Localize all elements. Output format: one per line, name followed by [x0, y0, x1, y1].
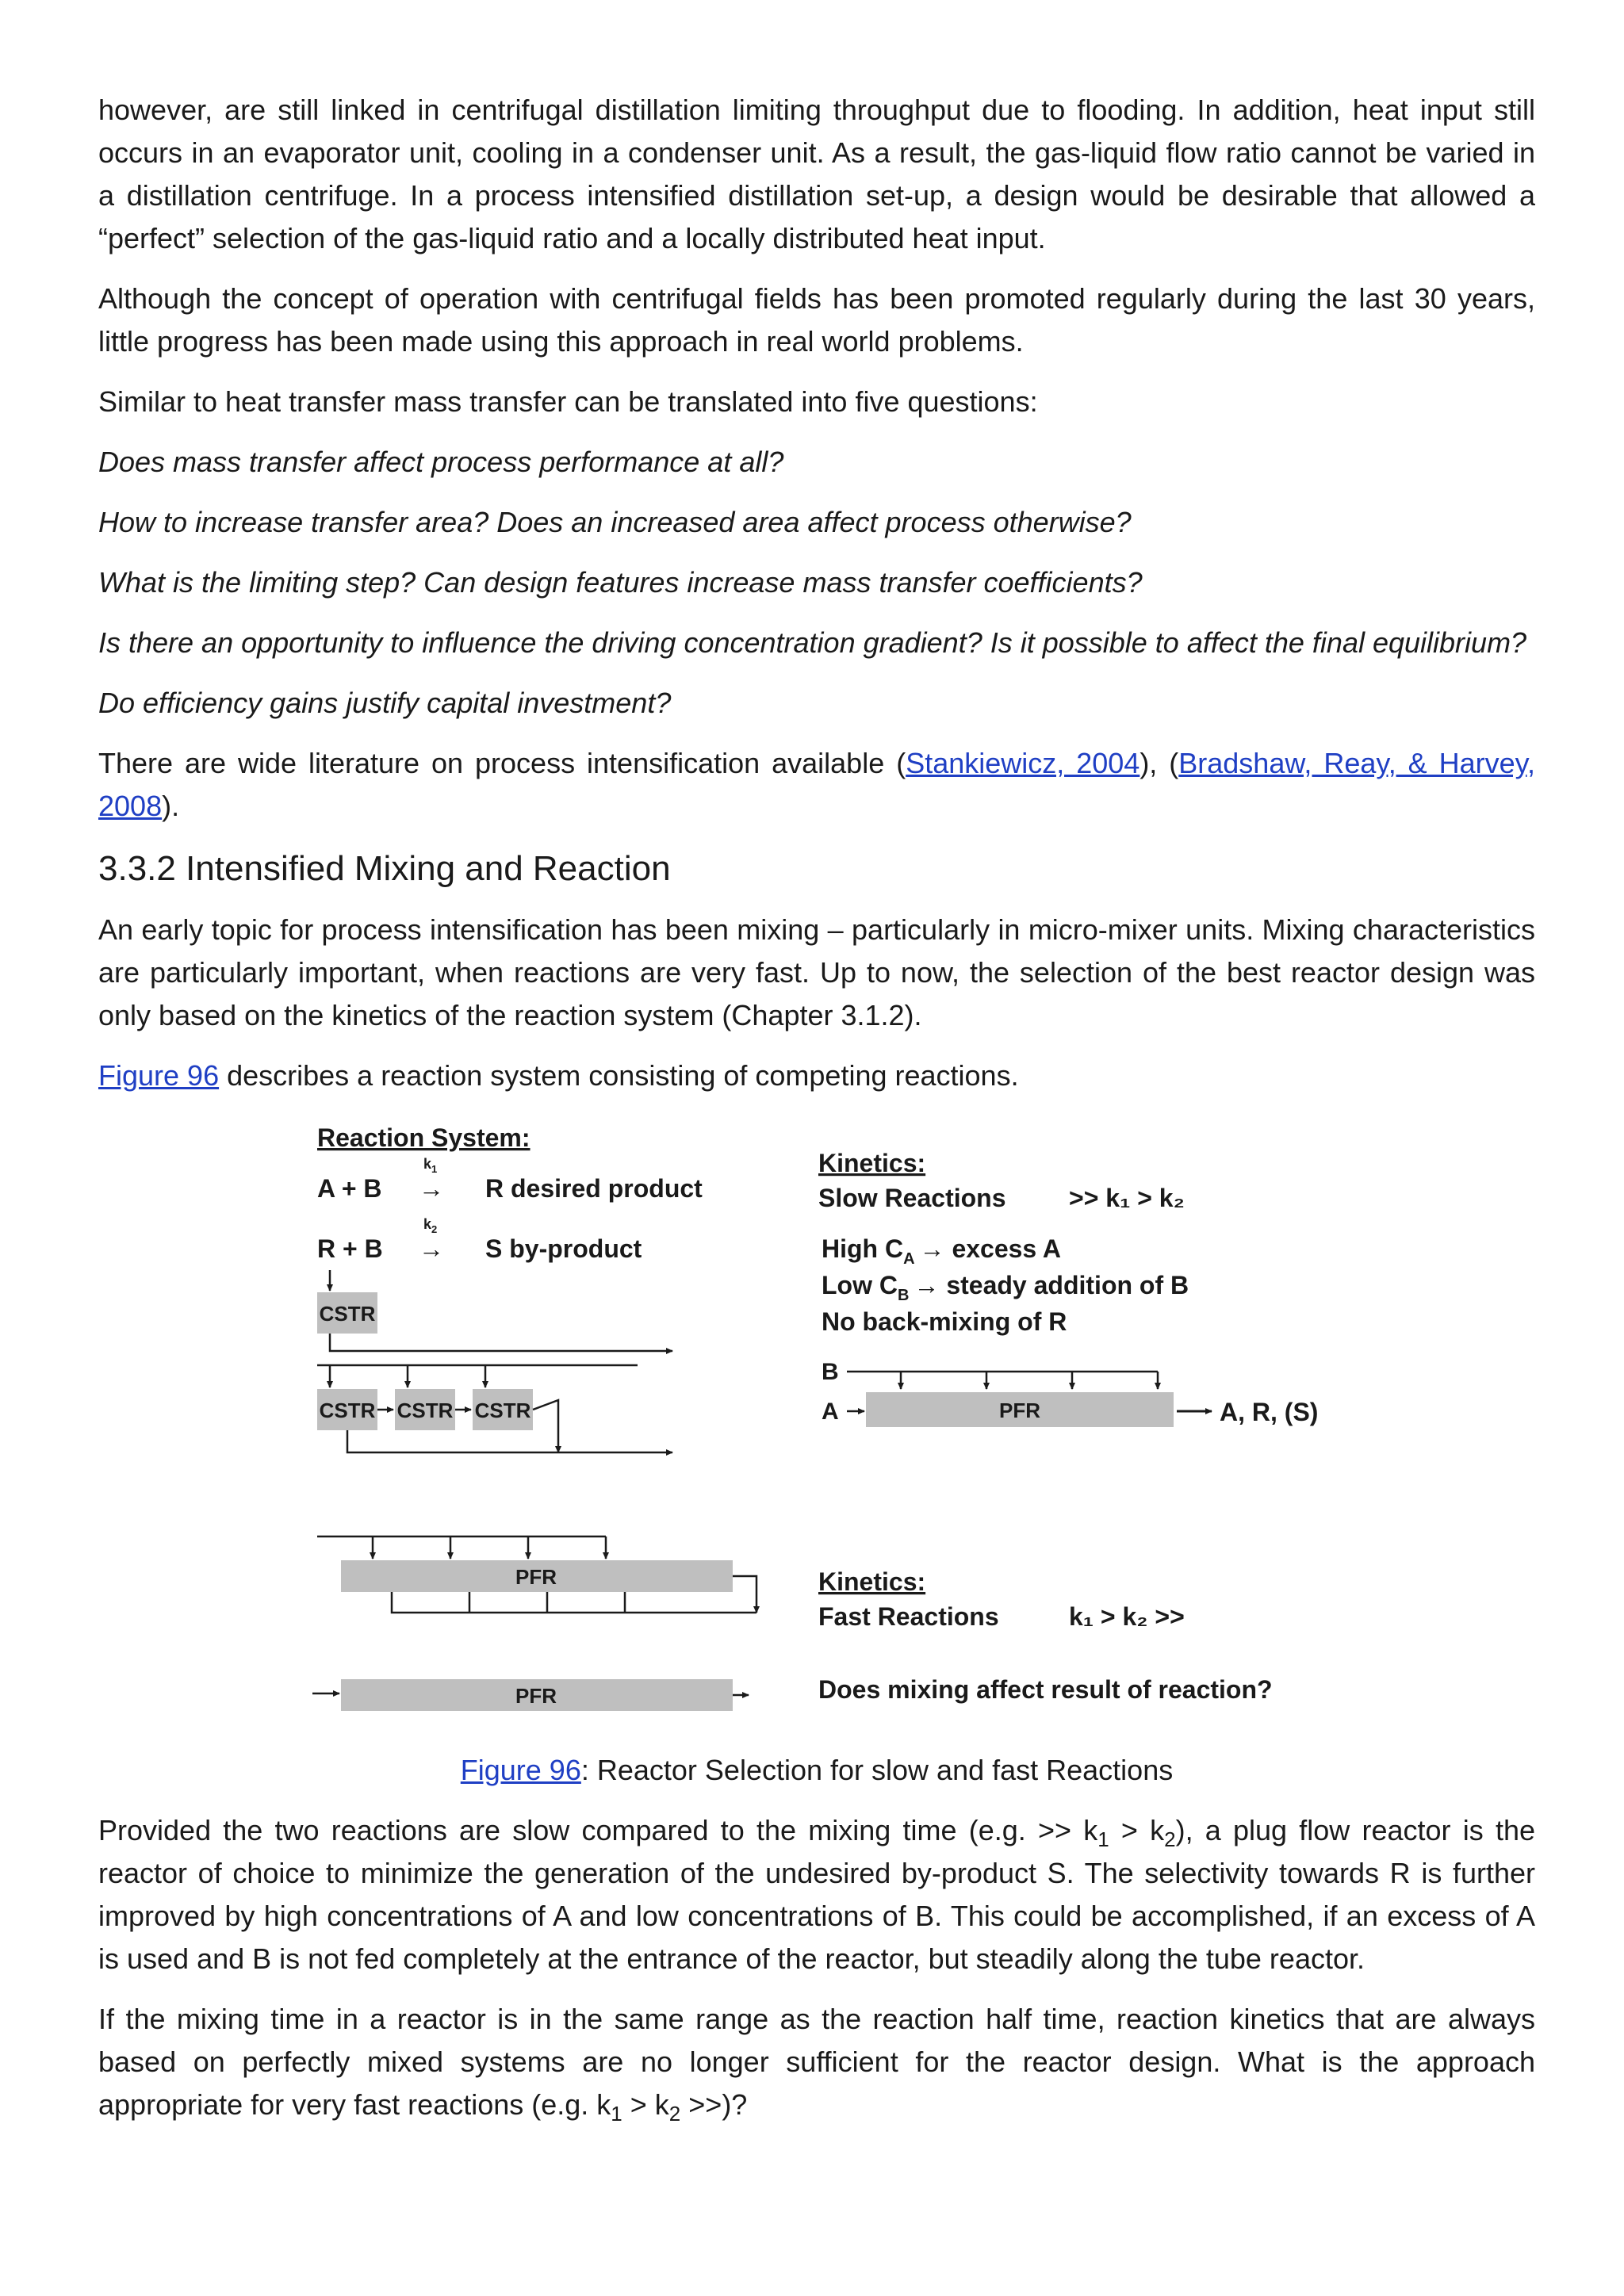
cascade-bottom-arrow — [347, 1430, 672, 1452]
fast-sub-2: 2 — [668, 2102, 681, 2126]
question-2: How to increase transfer area? Does an increased area affect process otherwise? — [98, 506, 1132, 538]
fast-reactions-order: k₁ > k₂ >> — [1069, 1602, 1185, 1631]
question-4: Is there an opportunity to influence the driving concentration gradient? Is it possible to affect the final equilibrium? — [98, 626, 1527, 659]
kinetics-slow-title: Kinetics: — [818, 1149, 926, 1177]
question-1: Does mass transfer affect process performance at all? — [98, 446, 784, 478]
slow-text-2: > k — [1109, 1814, 1165, 1846]
slow-sub-1: 1 — [1097, 1827, 1109, 1852]
figure-96 — [98, 1115, 1535, 1749]
figure-reference-text: describes a reaction system consisting of competing reactions. — [219, 1059, 1019, 1092]
slow-reactions-label: Slow Reactions — [818, 1184, 1006, 1212]
k1-label: $k_1$ — [423, 1156, 438, 1175]
low-cb-line: Low $C_B$ → steady addition of B — [822, 1271, 1189, 1304]
cascade-outlet-arrow — [533, 1400, 558, 1452]
document-page — [98, 89, 1535, 2144]
citation-link-stankiewicz[interactable]: Stankiewicz, 2004 — [906, 747, 1140, 779]
citation-link-bradshaw[interactable]: Bradshaw, Reay, & Harvey, 2008 — [98, 747, 1535, 822]
cstr-cascade-label-1: CSTR — [319, 1399, 376, 1422]
pfr-slow-label: PFR — [999, 1399, 1040, 1422]
slow-reactions-order: >> k₁ > k₂ — [1069, 1184, 1185, 1212]
literature-text-before: There are wide literature on process intensification available ( — [98, 747, 906, 779]
paragraph-five-questions-intro: Similar to heat transfer mass transfer can be translated into five questions: — [98, 385, 1038, 418]
paragraph-figure-reference — [98, 1054, 1535, 1097]
fast-text-2: > k — [622, 2088, 669, 2121]
pfr-outlet-arrow — [733, 1576, 756, 1613]
slow-text-3: ), a plug flow reactor is the reactor of choice to minimize the generation of the undesired by-product S. The selectivity towards R is further improved by high concentrations of A and low concentrations of B. This could be accomplished, if an excess of A is used and B is not fed completely at the entrance of the reactor, but steadily along the tube reactor. — [98, 1814, 1535, 1975]
mixing-question: Does mixing affect result of reaction? — [818, 1675, 1273, 1704]
feed-a-label: A — [822, 1399, 839, 1425]
reactor-selection-diagram — [98, 1115, 1535, 1749]
reaction-1-product: R desired product — [485, 1174, 703, 1203]
cstr-cascade-label-3: CSTR — [474, 1399, 531, 1422]
section-heading: 3.3.2 Intensified Mixing and Reaction — [98, 849, 671, 888]
paragraph-distillation: however, are still linked in centrifugal distillation limiting throughput due to flooding. In addition, heat input still occurs in an evaporator unit, cooling in a condenser unit. As a result, the gas-liquid flow ratio cannot be varied in a distillation centrifuge. In a process intensified distillation set-up, a design would be desirable that allowed a “perfect” selection of the gas-liquid ratio and a locally distributed heat input. — [98, 94, 1535, 254]
question-5: Do efficiency gains justify capital investment? — [98, 687, 672, 719]
paragraph-centrifugal: Although the concept of operation with centrifugal fields has been promoted regularly during the last 30 years, little progress has been made using this approach in real world problems. — [98, 282, 1535, 358]
no-backmixing-line: No back-mixing of R — [822, 1307, 1067, 1336]
pfr-bottom-line — [392, 1592, 756, 1613]
slow-sub-2: 2 — [1164, 1827, 1176, 1852]
feed-b-label: B — [822, 1359, 839, 1385]
cstr-single-label: CSTR — [319, 1302, 376, 1326]
cstr-cascade-label-2: CSTR — [396, 1399, 454, 1422]
figure-96-link[interactable]: Figure 96 — [98, 1059, 220, 1092]
paragraph-mixing: An early topic for process intensification has been mixing – particularly in micro-mixer units. Mixing characteristics are particularly important, when reactions are very fast. Up to now, the selection of the best reactor design was only based on the kinetics of the reaction system (Chapter 3.1.2). — [98, 913, 1535, 1031]
slow-text-1: Provided the two reactions are slow compared to the mixing time (e.g. >> k — [98, 1814, 1098, 1846]
fast-text-3: >>)? — [680, 2088, 748, 2121]
reaction-2-arrow: → — [419, 1234, 444, 1263]
kinetics-fast-title: Kinetics: — [818, 1567, 926, 1596]
reaction-2-product: S by-product — [485, 1234, 642, 1263]
k2-label: $k_2$ — [423, 1216, 438, 1235]
pfr-distributed-label: PFR — [515, 1565, 557, 1589]
outlet-label: A, R, (S) — [1220, 1398, 1319, 1426]
fast-reactions-label: Fast Reactions — [818, 1602, 999, 1631]
reaction-2-reactants: R + B — [317, 1234, 383, 1263]
caption-figure-link[interactable]: Figure 96 — [460, 1754, 581, 1786]
reaction-system-title: Reaction System: — [317, 1123, 530, 1152]
paragraph-literature — [98, 742, 1535, 828]
fast-sub-1: 1 — [611, 2102, 622, 2126]
paragraph-slow-reactions — [98, 1809, 1535, 1980]
high-ca-line: High $C_A$ → excess A — [822, 1234, 1062, 1268]
figure-caption — [98, 1749, 1535, 1792]
pfr-simple-label: PFR — [515, 1684, 557, 1708]
literature-text-after: ). — [162, 790, 180, 822]
reaction-1-arrow: → — [419, 1174, 444, 1203]
cstr-outlet-arrow — [330, 1334, 672, 1351]
question-3: What is the limiting step? Can design features increase mass transfer coefficients? — [98, 566, 1143, 599]
paragraph-fast-reactions — [98, 1998, 1535, 2126]
reaction-1-reactants: A + B — [317, 1174, 382, 1203]
literature-text-mid: ), ( — [1139, 747, 1179, 779]
caption-text: : Reactor Selection for slow and fast Reactions — [580, 1754, 1174, 1786]
fast-text-1: If the mixing time in a reactor is in the same range as the reaction half time, reaction kinetics that are always based on perfectly mixed systems are no longer sufficient for the reactor design. What is the approach appropriate for very fast reactions (e.g. k — [98, 2003, 1535, 2121]
